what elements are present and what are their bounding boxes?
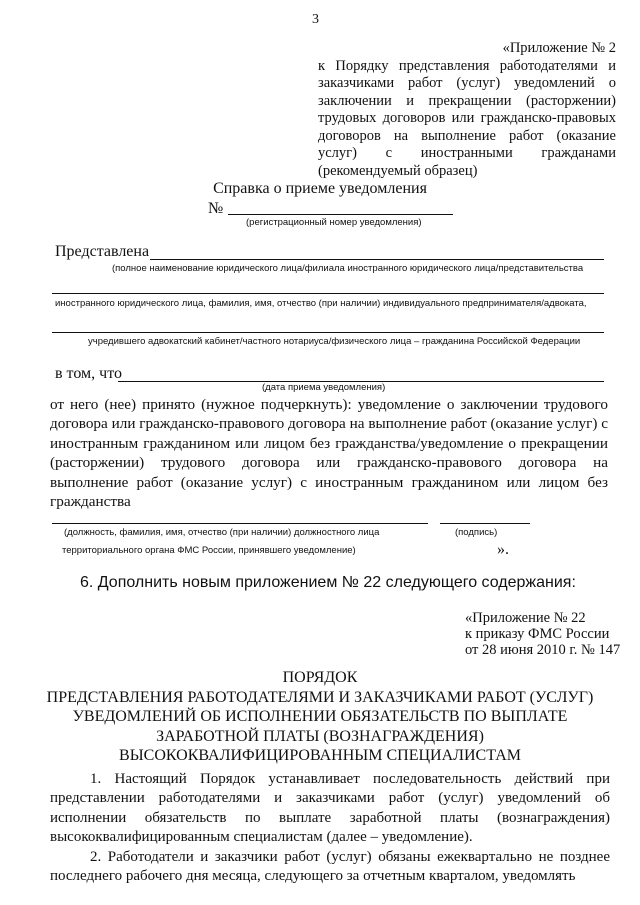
appendix-22-line-3: от 28 июня 2010 г. № 147 [465, 642, 621, 659]
order-heading-line-4: ЗАРАБОТНОЙ ПЛАТЫ (ВОЗНАГРАЖДЕНИЯ) [156, 727, 484, 745]
date-caption: (дата приема уведомления) [262, 382, 386, 393]
appendix-22-line-1: «Приложение № 22 [465, 610, 586, 626]
paragraph-1: 1. Настоящий Порядок устанавливает последовательность действий при представлении работодателями и заказчиками работ (услуг) уведомлений об исполнении обязательств по выплате заработной платы (вознаграждения) высококвалифицированным специалистам (далее – уведомление). [50, 771, 610, 846]
official-line [52, 513, 428, 524]
org-line-3 [52, 322, 604, 333]
paragraph-2: 2. Работодатели и заказчики работ (услуг) обязаны ежеквартально не позднее последнего рабочего дня месяца, следующего за отчетным кварталом, уведомлять [50, 849, 610, 885]
org-line-2 [52, 283, 604, 294]
signature-line [440, 513, 530, 524]
caption-org-name: (полное наименование юридического лица/филиала иностранного юридического лица/представительства [112, 263, 584, 274]
in-that-label: в том, что [55, 365, 122, 382]
appendix-2-text: к Порядку представления работодателями и заказчиками работ (услуг) уведомлений о заключении и прекращении (расторжении) трудовых договоров или гражданско-правовых договоров на выполнение работ (оказание услуг) с иностранными гражданами (рекомендуемый образец) [318, 57, 616, 179]
certificate-body: от него (нее) принято (нужное подчеркнуть): уведомление о заключении трудового договора или гражданско-правового договора на выполнение работ (оказание услуг) с иностранным гражданином или лицом без гражданства/уведомление о прекращении (расторжении) трудового договора или гражданско-правового договора на выполнение работ (оказание услуг) с иностранным гражданином или лицом без гражданства [50, 396, 608, 511]
reg-number-line [228, 200, 453, 215]
submitted-line [150, 243, 604, 260]
order-heading-line-3: УВЕДОМЛЕНИЙ ОБ ИСПОЛНЕНИИ ОБЯЗАТЕЛЬСТВ ПО ВЫПЛАТЕ [72, 708, 568, 725]
official-caption-2: территориального органа ФМС России, принявшего уведомление) [62, 545, 356, 556]
order-heading-line-5: ВЫСОКОКВАЛИФИЦИРОВАННЫМ СПЕЦИАЛИСТАМ [119, 747, 521, 764]
submitted-label: Представлена [55, 243, 150, 260]
official-caption-1: (должность, фамилия, имя, отчество (при наличии) должностного лица [64, 527, 380, 538]
appendix-2-header [318, 40, 616, 180]
page-number: 3 [312, 12, 319, 27]
reg-number-caption: (регистрационный номер уведомления) [246, 217, 422, 228]
item-6: 6. Дополнить новым приложением № 22 следующего содержания: [80, 574, 576, 591]
closing-quote: ». [497, 541, 509, 558]
appendix-22-line-2: к приказу ФМС России [465, 626, 610, 643]
appendix-22-header [465, 610, 620, 659]
caption-entrepreneur: иностранного юридического лица, фамилия, имя, отчество (при наличии) индивидуального предпринимателя/адвоката, [55, 298, 587, 309]
certificate-title: Справка о приеме уведомления [213, 180, 427, 197]
date-line [118, 365, 604, 382]
number-sign: № [208, 200, 224, 217]
order-heading-line-1: ПОРЯДОК [282, 669, 358, 686]
signature-caption: (подпись) [455, 527, 498, 538]
order-heading [0, 668, 640, 766]
caption-citizen: учредившего адвокатский кабинет/частного нотариуса/физического лица – гражданина Российской Федерации [88, 336, 581, 347]
appendix-2-title: «Приложение № 2 [502, 40, 616, 56]
order-heading-line-2: ПРЕДСТАВЛЕНИЯ РАБОТОДАТЕЛЯМИ И ЗАКАЗЧИКАМИ РАБОТ (УСЛУГ) [46, 688, 594, 706]
